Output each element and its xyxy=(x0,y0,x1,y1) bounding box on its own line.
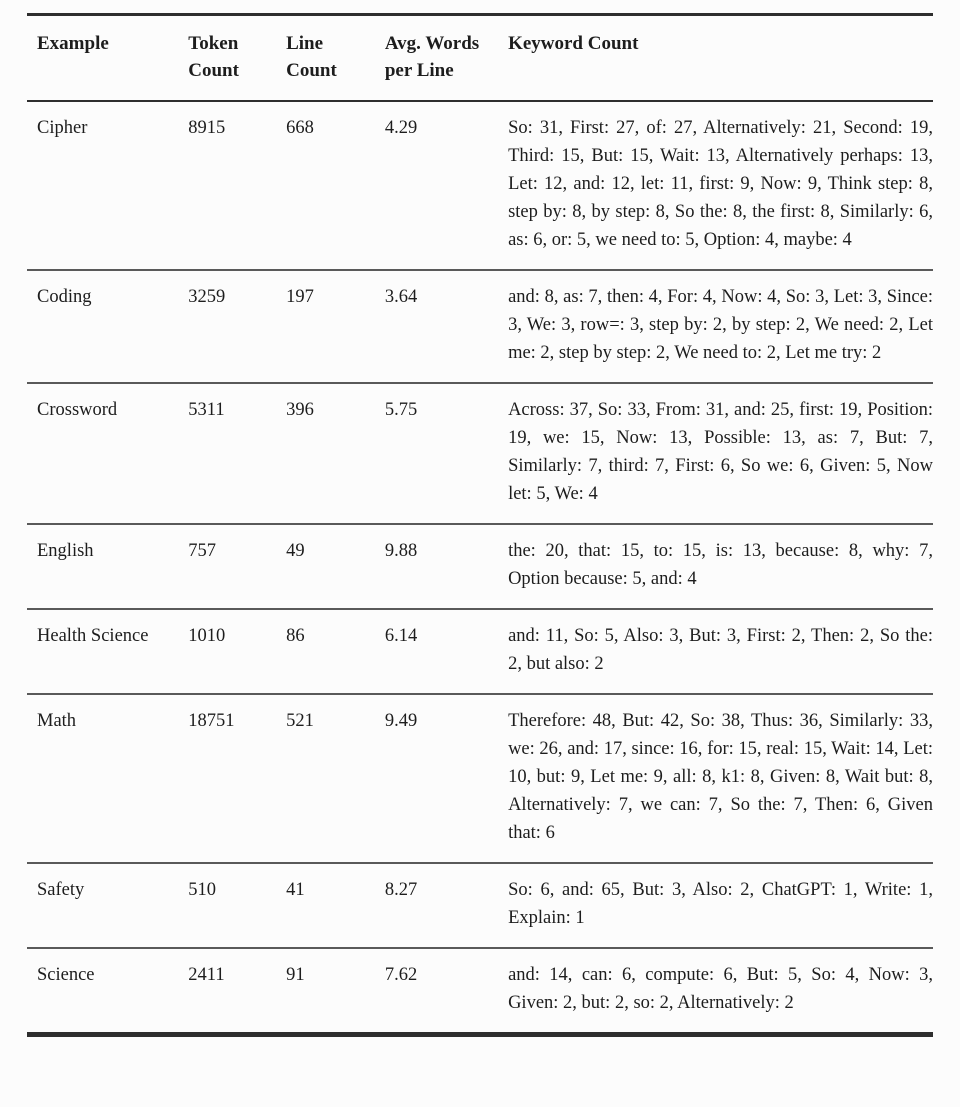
line-count-cell: 668 xyxy=(286,118,314,138)
example-cell: Science xyxy=(27,948,188,1035)
paper-table-region xyxy=(27,13,933,1037)
line-count-cell: 49 xyxy=(286,524,385,609)
column-header-avg-words-per-line: Avg. Words per Line xyxy=(385,15,508,102)
header-row xyxy=(27,15,933,102)
column-header-keyword-count: Keyword Count xyxy=(508,15,933,102)
table-row xyxy=(27,270,933,383)
keyword-count-cell: and: 11, So: 5, Also: 3, But: 3, First: 2, Then: 2, So the: 2, but also: 2 xyxy=(508,609,933,694)
token-count-cell: 5311 xyxy=(188,383,286,524)
avg-words-per-line-cell: 6.14 xyxy=(385,609,508,694)
keyword-count-cell: and: 14, can: 6, compute: 6, But: 5, So: 4, Now: 3, Given: 2, but: 2, so: 2, Alternatively: 2 xyxy=(508,948,933,1035)
line-count-cell: 41 xyxy=(286,863,385,948)
keyword-count-cell: the: 20, that: 15, to: 15, is: 13, because: 8, why: 7, Option because: 5, and: 4 xyxy=(508,524,933,609)
token-count-cell: 18751 xyxy=(188,694,286,863)
token-count-cell: 757 xyxy=(188,524,286,609)
example-statistics-table xyxy=(27,13,933,1037)
table-row xyxy=(27,948,933,1035)
keyword-count-cell: So: 31, First: 27, of: 27, Alternatively: 21, Second: 19, Third: 15, But: 15, Wait: 13, Alternatively perhaps: 13, Let: 12, and: 12, let: 11, first: 9, Now: 9, Think step: 8, step by: 8, by step: 8, So the: 8, the first: 8, Similarly: 6, as: 6, or: 5, we need to: 5, Option: 4, maybe: 4 xyxy=(508,118,933,250)
column-header-line-count: Line Count xyxy=(286,15,385,102)
line-count-cell: 521 xyxy=(286,694,385,863)
example-cell: Cipher xyxy=(37,118,88,138)
token-count-cell: 8915 xyxy=(188,118,226,138)
table-row xyxy=(27,101,933,270)
table-row xyxy=(27,383,933,524)
avg-words-per-line-cell: 5.75 xyxy=(385,383,508,524)
avg-words-per-line-cell: 8.27 xyxy=(385,863,508,948)
avg-words-per-line-cell: 9.49 xyxy=(385,694,508,863)
avg-words-per-line-cell: 9.88 xyxy=(385,524,508,609)
example-cell: Safety xyxy=(27,863,188,948)
keyword-count-cell: Across: 37, So: 33, From: 31, and: 25, first: 19, Position: 19, we: 15, Now: 13, Possible: 13, as: 7, But: 7, Similarly: 7, third: 7, First: 6, So we: 6, Given: 5, Now let: 5, We: 4 xyxy=(508,383,933,524)
avg-words-per-line-cell: 7.62 xyxy=(385,948,508,1035)
token-count-cell: 1010 xyxy=(188,609,286,694)
line-count-cell: 91 xyxy=(286,948,385,1035)
example-cell: Crossword xyxy=(27,383,188,524)
column-header-example: Example xyxy=(27,15,188,102)
example-cell: Health Science xyxy=(27,609,188,694)
table-row xyxy=(27,694,933,863)
token-count-cell: 3259 xyxy=(188,270,286,383)
keyword-count-cell: So: 6, and: 65, But: 3, Also: 2, ChatGPT: 1, Write: 1, Explain: 1 xyxy=(508,863,933,948)
avg-words-per-line-cell: 4.29 xyxy=(384,118,418,138)
avg-words-per-line-cell: 3.64 xyxy=(385,270,508,383)
example-cell: Math xyxy=(27,694,188,863)
table-row xyxy=(27,609,933,694)
table-header xyxy=(27,15,933,102)
table-row xyxy=(27,524,933,609)
line-count-cell: 86 xyxy=(286,609,385,694)
line-count-cell: 396 xyxy=(286,383,385,524)
example-cell: Coding xyxy=(27,270,188,383)
line-count-cell: 197 xyxy=(286,270,385,383)
keyword-count-cell: Therefore: 48, But: 42, So: 38, Thus: 36, Similarly: 33, we: 26, and: 17, since: 16, for: 15, real: 15, Wait: 14, Let: 10, but: 9, Let me: 9, all: 8, k1: 8, Given: 8, Wait but: 8, Alternatively: 7, we can: 7, So the: 7, Then: 6, Given that: 6 xyxy=(508,694,933,863)
keyword-count-cell: and: 8, as: 7, then: 4, For: 4, Now: 4, So: 3, Let: 3, Since: 3, We: 3, row=: 3, step by: 2, by step: 2, We need: 2, Let me: 2, step by step: 2, We need to: 2, Let me try: 2 xyxy=(508,270,933,383)
table-body xyxy=(27,101,933,1035)
table-row xyxy=(27,863,933,948)
token-count-cell: 510 xyxy=(188,863,286,948)
example-cell: English xyxy=(27,524,188,609)
column-header-token-count: Token Count xyxy=(188,15,286,102)
token-count-cell: 2411 xyxy=(188,948,286,1035)
